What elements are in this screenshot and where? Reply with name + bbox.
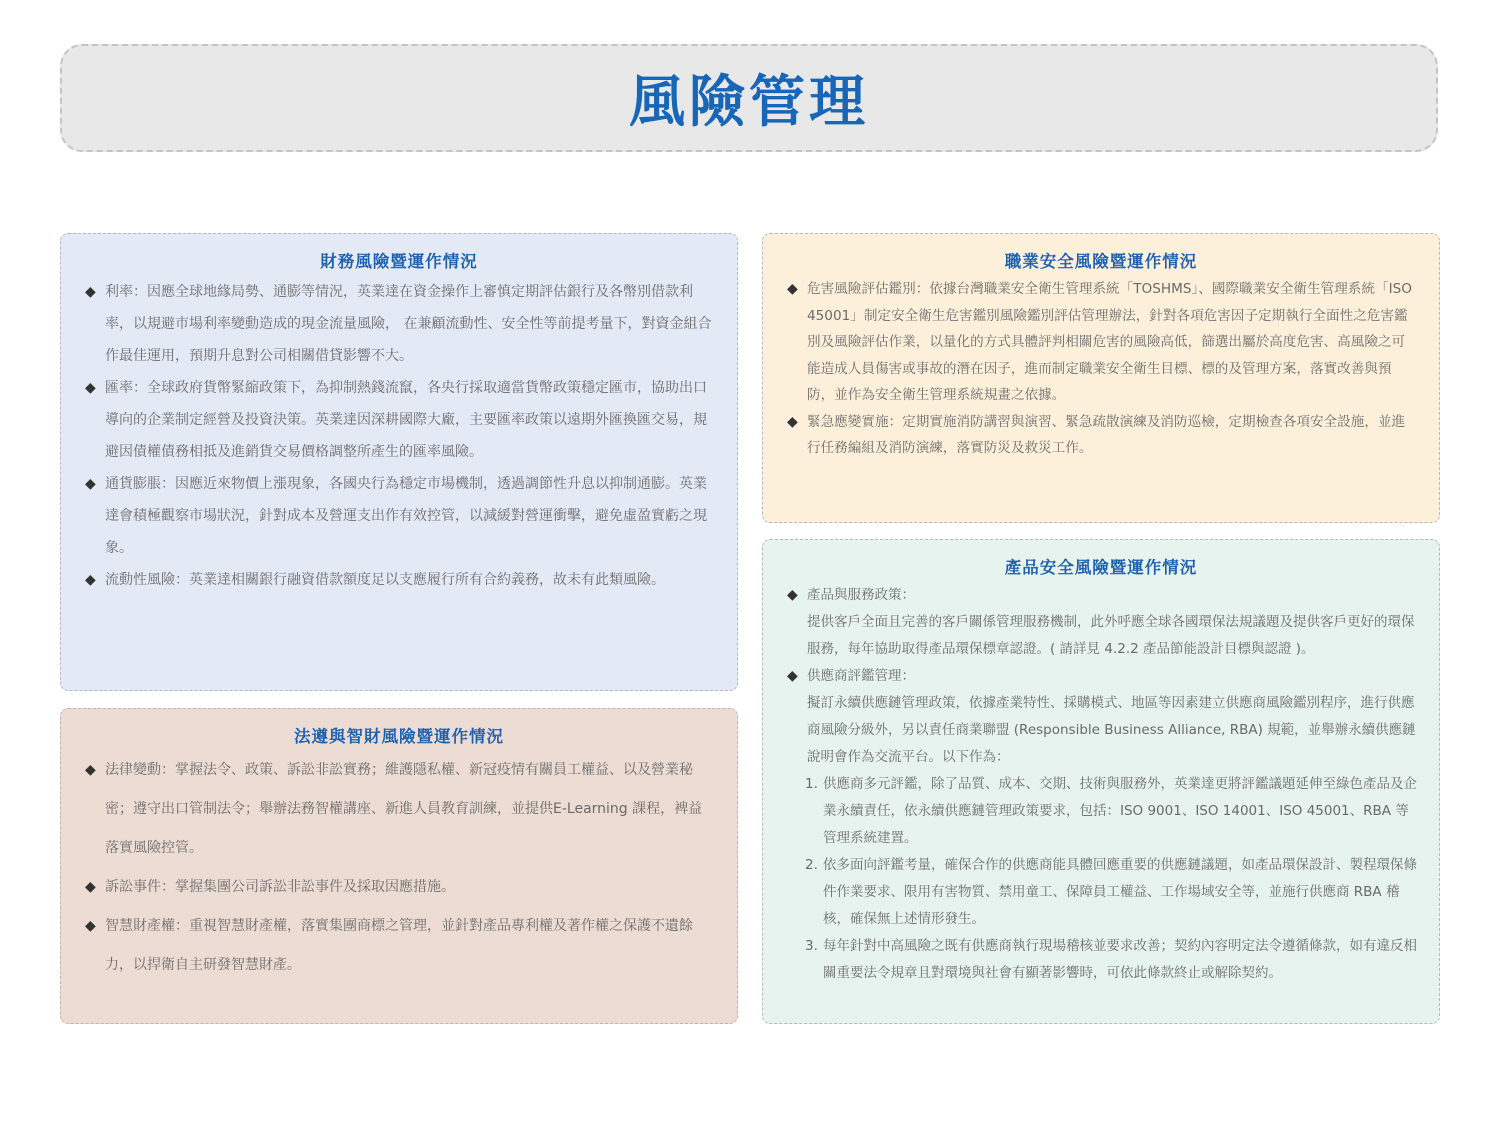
supplier-evaluation-heading: ◆ 供應商評鑑管理： (785, 663, 1417, 690)
legal-item-litigation: ◆ 訴訟事件：掌握集團公司訴訟非訟事件及採取因應措施。 (83, 868, 715, 907)
financial-item-exchange-rate: ◆ 匯率：全球政府貨幣緊縮政策下，為抑制熱錢流竄，各央行採取適當貨幣政策穩定匯市，協助出口導向的企業制定經營及投資決策。英業達因深耕國際大廠，主要匯率政策以遠期外匯換匯交易，規避因債權債務相抵及進銷貨交易價格調整所產生的匯率風險。 (83, 372, 715, 468)
diamond-bullet-icon: ◆ (787, 281, 798, 297)
diamond-bullet-icon: ◆ (85, 284, 96, 300)
occupational-item-emergency-response: ◆ 緊急應變實施：定期實施消防講習與演習、緊急疏散演練及消防巡檢，定期檢查各項安全設施，並進行任務編組及消防演練，落實防災及救災工作。 (785, 409, 1417, 462)
occupational-safety-heading: 職業安全風險暨運作情況 (1004, 252, 1198, 271)
diamond-bullet-icon: ◆ (787, 668, 798, 684)
diamond-bullet-icon: ◆ (85, 476, 96, 492)
diamond-bullet-icon: ◆ (85, 879, 96, 895)
financial-risk-heading: 財務風險暨運作情況 (320, 252, 478, 271)
supplier-evaluation-text: 擬訂永續供應鏈管理政策，依據產業特性、採購模式、地區等因素建立供應商風險鑑別程序，進行供應商風險分級外，另以責任商業聯盟 (Responsible Business Alliance, RBA) 規範，並舉辦永續供應鏈說明會作為交流平台。以下作為： (807, 695, 1416, 765)
product-safety-heading: 產品安全風險暨運作情況 (1004, 558, 1198, 577)
legal-item-ip: ◆ 智慧財產權：重視智慧財產權，落實集團商標之管理，並針對產品專利權及著作權之保護不遺餘力，以捍衛自主研發智慧財產。 (83, 907, 715, 985)
supplier-measure-item: 2. 依多面向評鑑考量，確保合作的供應商能具體回應重要的供應鏈議題，如產品環保設計、製程環保條件作業要求、限用有害物質、禁用童工、保障員工權益、工作場域安全等，並施行供應商 RBA 稽核，確保無上述情形發生。 (805, 857, 1417, 927)
occupational-item-hazard-assessment: ◆ 危害風險評估鑑別：依據台灣職業安全衛生管理系統「TOSHMS」、國際職業安全衛生管理系統「ISO 45001」制定安全衛生危害鑑別風險鑑別評估管理辦法，針對各項危害因子定期執行全面性之危害鑑別及風險評估作業，以量化的方式具體評判相關危害的風險高低，篩選出屬於高度危害、高風險之可能造成人員傷害或事故的潛在因子，進而制定職業安全衛生目標、標的及管理方案，落實改善與預防，並作為安全衛生管理系統規畫之依據。 (785, 276, 1417, 409)
financial-item-inflation: ◆ 通貨膨脹：因應近來物價上漲現象，各國央行為穩定市場機制，透過調節性升息以抑制通膨。英業達會積極觀察市場狀況，針對成本及營運支出作有效控管，以減緩對營運衝擊，避免虛盈實虧之現象。 (83, 468, 715, 564)
financial-item-liquidity: ◆ 流動性風險：英業達相關銀行融資借款額度足以支應履行所有合約義務，故未有此類風險。 (83, 564, 715, 596)
legal-ip-risk-card (60, 708, 738, 1024)
page-title-banner (60, 44, 1438, 152)
product-policy-heading: ◆ 產品與服務政策： (785, 582, 1417, 609)
diamond-bullet-icon: ◆ (787, 587, 798, 603)
occupational-safety-card (762, 233, 1440, 523)
diamond-bullet-icon: ◆ (85, 762, 96, 778)
legal-item-law-change: ◆ 法律變動：掌握法令、政策、訴訟非訟實務；維護隱私權、新冠疫情有關員工權益、以及營業秘密；遵守出口管制法令；舉辦法務智權講座、新進人員教育訓練，並提供E-Learning 課程，裨益落實風險控管。 (83, 751, 715, 868)
diamond-bullet-icon: ◆ (85, 918, 96, 934)
product-policy-text: 提供客戶全面且完善的客戶關係管理服務機制，此外呼應全球各國環保法規議題及提供客戶更好的環保服務，每年協助取得產品環保標章認證。( 請詳見 4.2.2 產品節能設計目標與認證 )。 (807, 614, 1415, 657)
product-safety-card (762, 539, 1440, 1024)
diamond-bullet-icon: ◆ (85, 380, 96, 396)
page-title: 風險管理 (629, 70, 869, 135)
supplier-measure-item: 3. 每年針對中高風險之既有供應商執行現場稽核並要求改善；契約內容明定法令遵循條款，如有違反相關重要法令規章且對環境與社會有顯著影響時，可依此條款終止或解除契約。 (805, 938, 1417, 981)
diamond-bullet-icon: ◆ (787, 413, 798, 430)
diamond-bullet-icon: ◆ (85, 572, 96, 588)
financial-item-interest-rate: ◆ 利率：因應全球地緣局勢、通膨等情況，英業達在資金操作上審慎定期評估銀行及各幣別借款利率，以規避市場利率變動造成的現金流量風險， 在兼顧流動性、安全性等前提考量下，對資金組合作最佳運用，預期升息對公司相關借貸影響不大。 (83, 276, 715, 372)
legal-ip-risk-heading: 法遵與智財風險暨運作情況 (294, 727, 504, 746)
supplier-measure-item: 1. 供應商多元評鑑，除了品質、成本、交期、技術與服務外，英業達更將評鑑議題延伸至綠色產品及企業永續責任，依永續供應鏈管理政策要求，包括：ISO 9001、ISO 14001、ISO 45001、RBA 等管理系統建置。 (805, 776, 1417, 846)
financial-risk-card (60, 233, 738, 691)
